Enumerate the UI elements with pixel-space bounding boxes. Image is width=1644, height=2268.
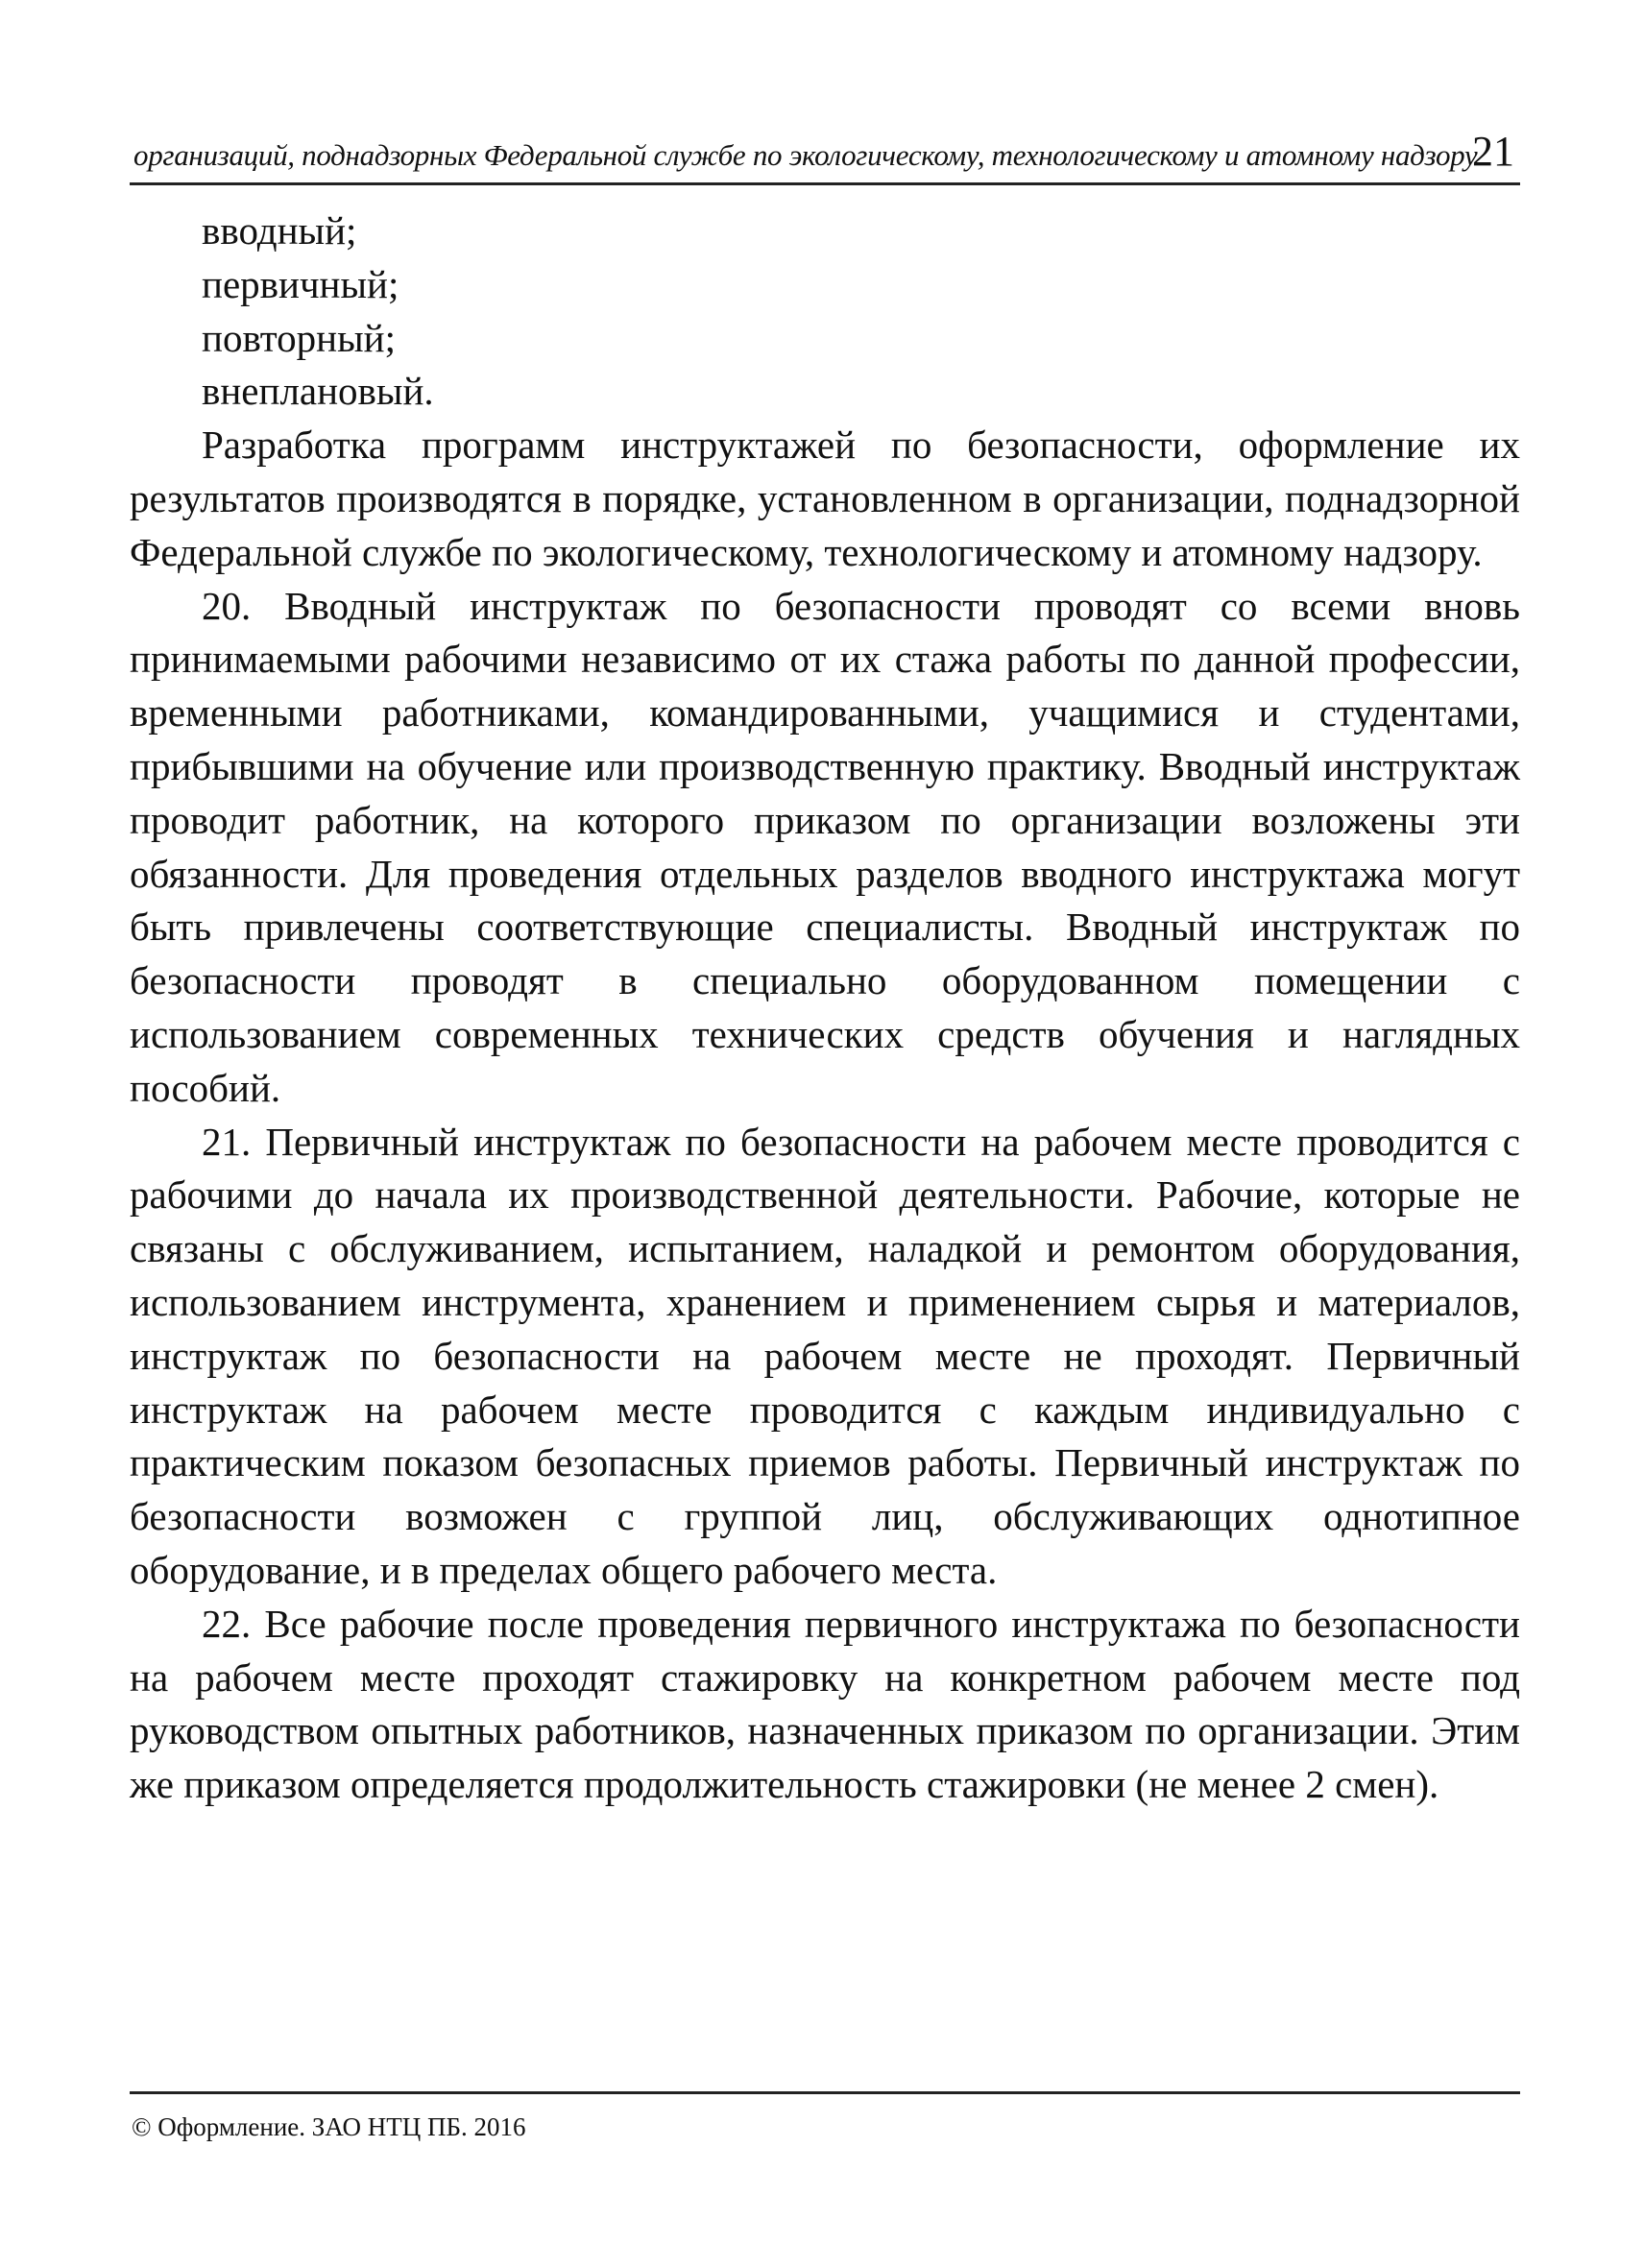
list-item: первичный; [202,261,399,306]
list-item: вводный; [202,208,357,253]
document-body [130,205,1520,1812]
paragraph-21: 21. Первичный инструктаж по безопасности на рабочем месте проводится с рабочими до начала их производственной деятельности. Рабочие, которые не связаны с обслуживанием, испытанием, наладкой и ремонтом оборудования, использованием инструмента, хранением и применением сырья и материалов, инструктаж по безопасности на рабочем месте не проходят. Первичный инструктаж на рабочем месте проводится с каждым индивидуально с практическим показом безопасных приемов работы. Первичный инструктаж по безопасности возможен с группой лиц, обслуживающих однотипное оборудование, и в пределах общего рабочего места. [130,1119,1520,1592]
list-item: повторный; [202,315,396,360]
paragraph-programs: Разработка программ инструктажей по безопасности, оформление их результатов производятся в порядке, установленном в организации, поднадзорной Федеральной службе по экологическому, технологическому и атомному надзору. [130,422,1520,574]
paragraph-22: 22. Все рабочие после проведения первичного инструктажа по безопасности на рабочем месте проходят стажировку на конкретном рабочем месте под руководством опытных работников, назначенных приказом по организации. Этим же приказом определяется продолжительность стажировки (не менее 2 смен). [130,1601,1520,1807]
running-header [130,123,1520,185]
page-footer [130,2091,1520,2141]
copyright-notice: © Оформление. ЗАО НТЦ ПБ. 2016 [132,2112,526,2141]
paragraph-20: 20. Вводный инструктаж по безопасности проводят со всеми вновь принимаемыми рабочими независимо от их стажа работы по данной профессии, временными работниками, командированными, учащимися и студентами, прибывшими на обучение или производственную практику. Вводный инструктаж проводит работник, на которого приказом по организации возложены эти обязанности. Для проведения отдельных разделов вводного инструктажа могут быть привлечены соответствующие специалисты. Вводный инструктаж по безопасности проводят в специально оборудованном помещении с использованием современных технических средств обучения и наглядных пособий. [130,583,1520,1110]
list-item: внеплановый. [202,369,434,414]
page-number: 21 [1472,128,1514,175]
header-title: организаций, поднадзорных Федеральной службе по экологическому, технологическому и атомному надзору [133,138,1478,172]
